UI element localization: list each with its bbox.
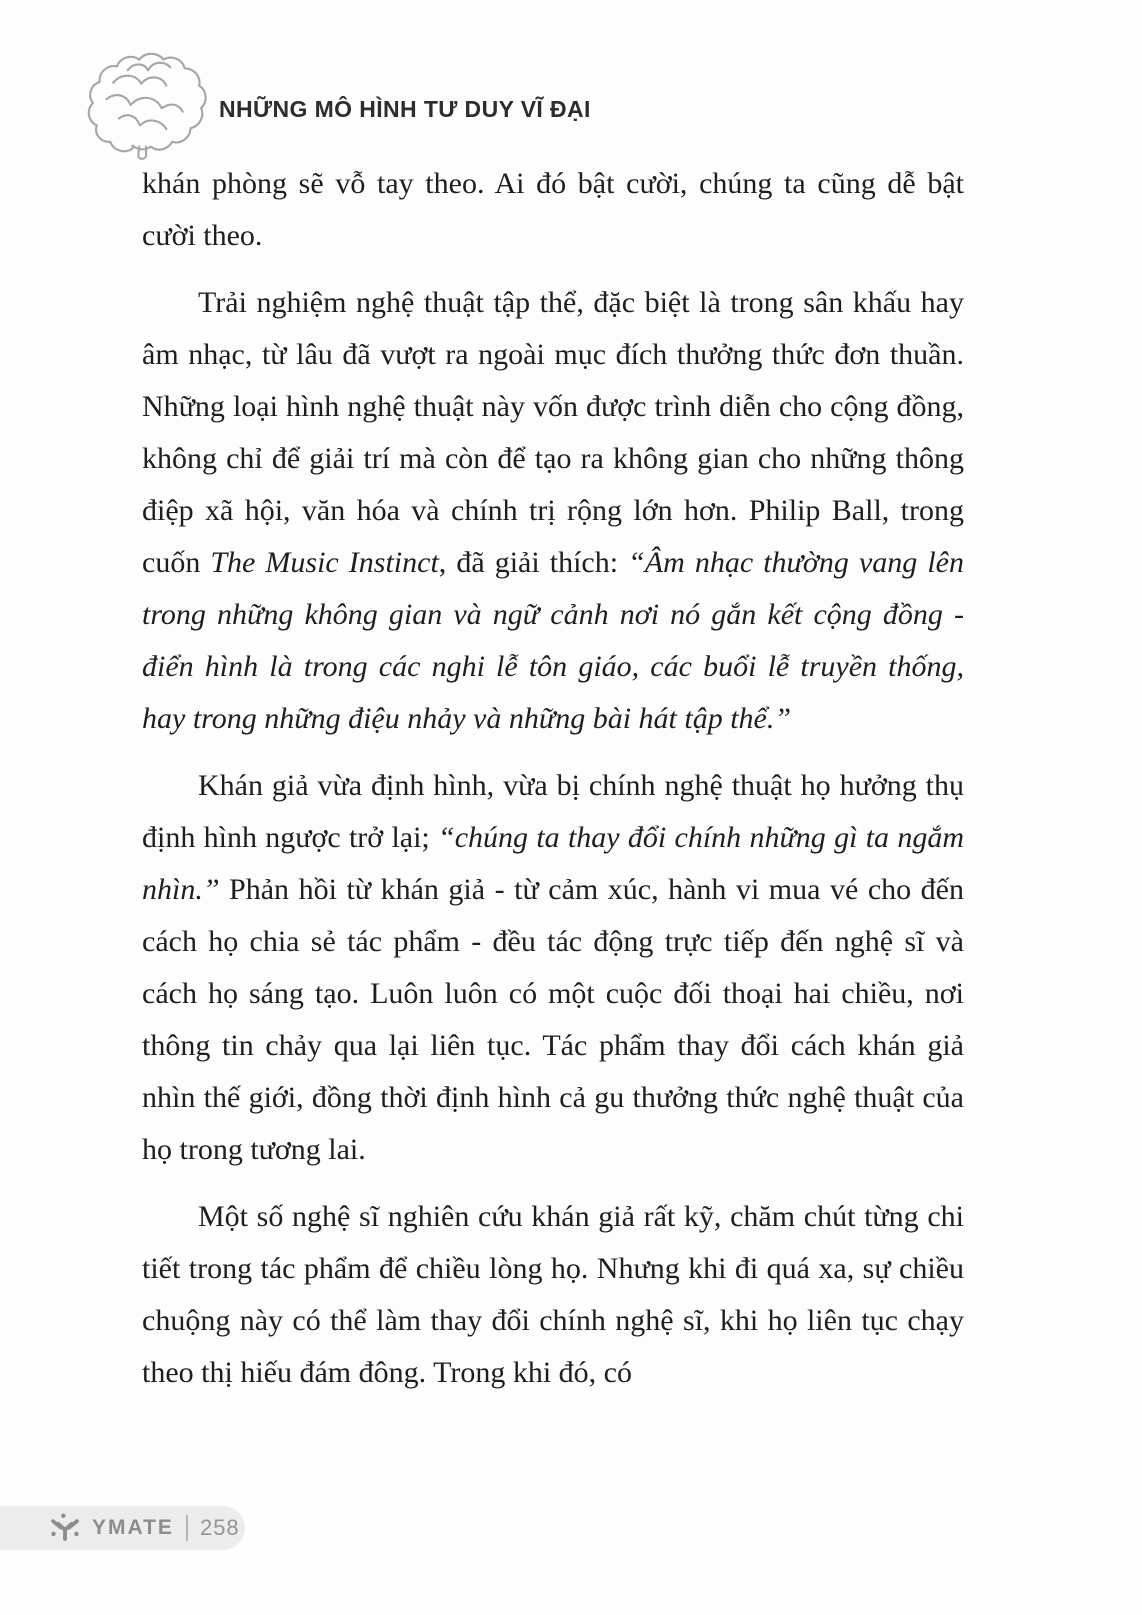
footer-pill bbox=[0, 1506, 245, 1550]
italic-text-run: The Music Instinct bbox=[210, 546, 439, 579]
ymate-logo-icon bbox=[48, 1511, 82, 1545]
text-run: khán phòng sẽ vỗ tay theo. Ai đó bật cười, chúng ta cũng dễ bật cười theo. bbox=[142, 167, 964, 252]
page-header bbox=[0, 0, 1142, 165]
footer-divider bbox=[186, 1515, 188, 1541]
paragraph bbox=[142, 760, 964, 1176]
page-number: 258 bbox=[199, 1515, 240, 1540]
paragraph bbox=[142, 1191, 964, 1399]
paragraph bbox=[142, 158, 964, 262]
italic-text-run: “chúng ta thay đổi chính những gì ta ngắm nhìn.” bbox=[142, 821, 964, 906]
text-run: Phản hồi từ khán giả - từ cảm xúc, hành vi mua vé cho đến cách họ chia sẻ tác phẩm - đều tác động trực tiếp đến nghệ sĩ và cách họ sáng tạo. Luôn luôn có một cuộc đối thoại hai chiều, nơi thông tin chảy qua lại liên tục. Tác phẩm thay đổi cách khán giả nhìn thế giới, đồng thời định hình cả gu thưởng thức nghệ thuật của họ trong tương lai. bbox=[142, 873, 964, 1166]
body-text bbox=[142, 158, 964, 1414]
paragraph bbox=[142, 277, 964, 745]
brain-icon bbox=[84, 48, 210, 162]
text-run: Trải nghiệm nghệ thuật tập thể, đặc biệt là trong sân khấu hay âm nhạc, từ lâu đã vượt ra ngoài mục đích thưởng thức đơn thuần. Những loại hình nghệ thuật này vốn được trình diễn cho cộng đồng, không chỉ để giải trí mà còn để tạo ra không gian cho những thông điệp xã hội, văn hóa và chính trị rộng lớn hơn. Philip Ball, trong cuốn bbox=[142, 286, 964, 579]
italic-text-run: “Âm nhạc thường vang lên trong những không gian và ngữ cảnh nơi nó gắn kết cộng đồng - điển hình là trong các nghi lễ tôn giáo, các buổi lễ truyền thống, hay trong những điệu nhảy và những bài hát tập thể.” bbox=[142, 546, 964, 735]
text-run: Một số nghệ sĩ nghiên cứu khán giả rất kỹ, chăm chút từng chi tiết trong tác phẩm để chiều lòng họ. Nhưng khi đi quá xa, sự chiều chuộng này có thể làm thay đổi chính nghệ sĩ, khi họ liên tục chạy theo thị hiếu đám đông. Trong khi đó, có bbox=[142, 1200, 964, 1389]
text-run: , đã giải thích: bbox=[438, 546, 629, 579]
brand-name: YMATE bbox=[92, 1516, 174, 1539]
running-title: NHỮNG MÔ HÌNH TƯ DUY VĨ ĐẠI bbox=[219, 96, 591, 122]
text-run: Khán giả vừa định hình, vừa bị chính nghệ thuật họ hưởng thụ định hình ngược trở lại; bbox=[142, 769, 964, 854]
